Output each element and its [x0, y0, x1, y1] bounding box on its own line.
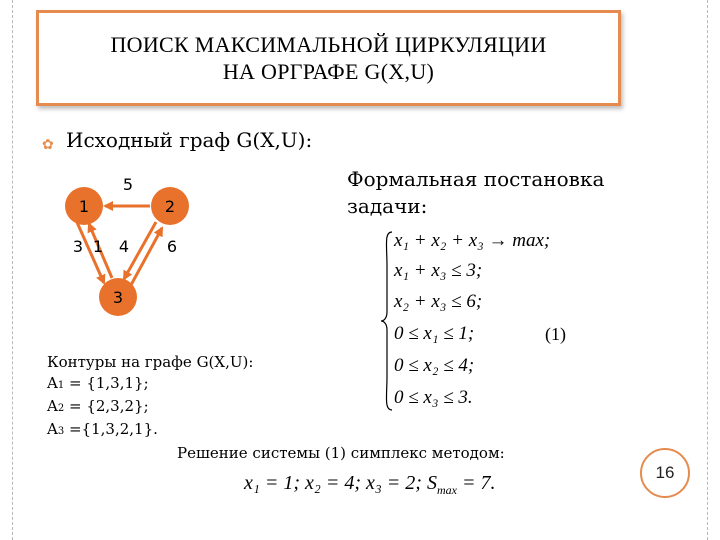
edge-weight-1-3: 3: [72, 237, 84, 256]
page-number-badge: 16: [640, 448, 690, 498]
bullet-icon: ✿: [42, 137, 54, 153]
constraint-row: x₁ + x₃ ≤ 3;: [394, 260, 483, 281]
constraint-row: 0 ≤ x₃ ≤ 3.: [394, 387, 473, 408]
contour-item: A2 = {2,3,2};: [47, 397, 149, 415]
edge-weight-2-3: 4: [118, 237, 130, 256]
formal-line-2: задачи:: [347, 194, 428, 218]
node-label-1: 1: [78, 197, 90, 216]
constraint-row: 0 ≤ x₂ ≤ 4;: [394, 355, 475, 376]
objective-function: x₁ + x₂ + x₃ → max;: [394, 230, 551, 251]
title-line-2: НА ОРГРАФЕ G(X,U): [222, 59, 435, 84]
formal-line-1: Формальная постановка: [347, 167, 605, 191]
node-label-2: 2: [164, 197, 176, 216]
edge-weight-3-2: 6: [166, 237, 178, 256]
equation-number: (1): [545, 324, 566, 344]
contour-item: A1 = {1,3,1};: [47, 374, 149, 392]
solution-label: Решение системы (1) симплекс методом:: [177, 444, 505, 462]
solution-formula: x₁ = 1; x₂ = 4; x₃ = 2; $S_{max} = 7$.: [244, 472, 496, 497]
constraint-row: 0 ≤ x₁ ≤ 1;: [394, 323, 475, 344]
bullet-text: Исходный граф G(X,U):: [66, 128, 313, 152]
title-line-1: ПОИСК МАКСИМАЛЬНОЙ ЦИРКУЛЯЦИИ: [110, 32, 547, 57]
contours-block: [47, 352, 253, 442]
node-label-3: 3: [112, 288, 124, 307]
edge-weight-2-1: 5: [122, 175, 134, 194]
edge-weight-3-1: 1: [92, 237, 104, 256]
left-brace: [380, 226, 394, 416]
constraint-row: x₂ + x₃ ≤ 6;: [394, 291, 483, 312]
equation-system: [380, 226, 580, 416]
contour-item: A3 ={1,3,2,1}.: [47, 420, 158, 438]
contours-heading: Контуры на графе G(X,U):: [47, 353, 254, 371]
